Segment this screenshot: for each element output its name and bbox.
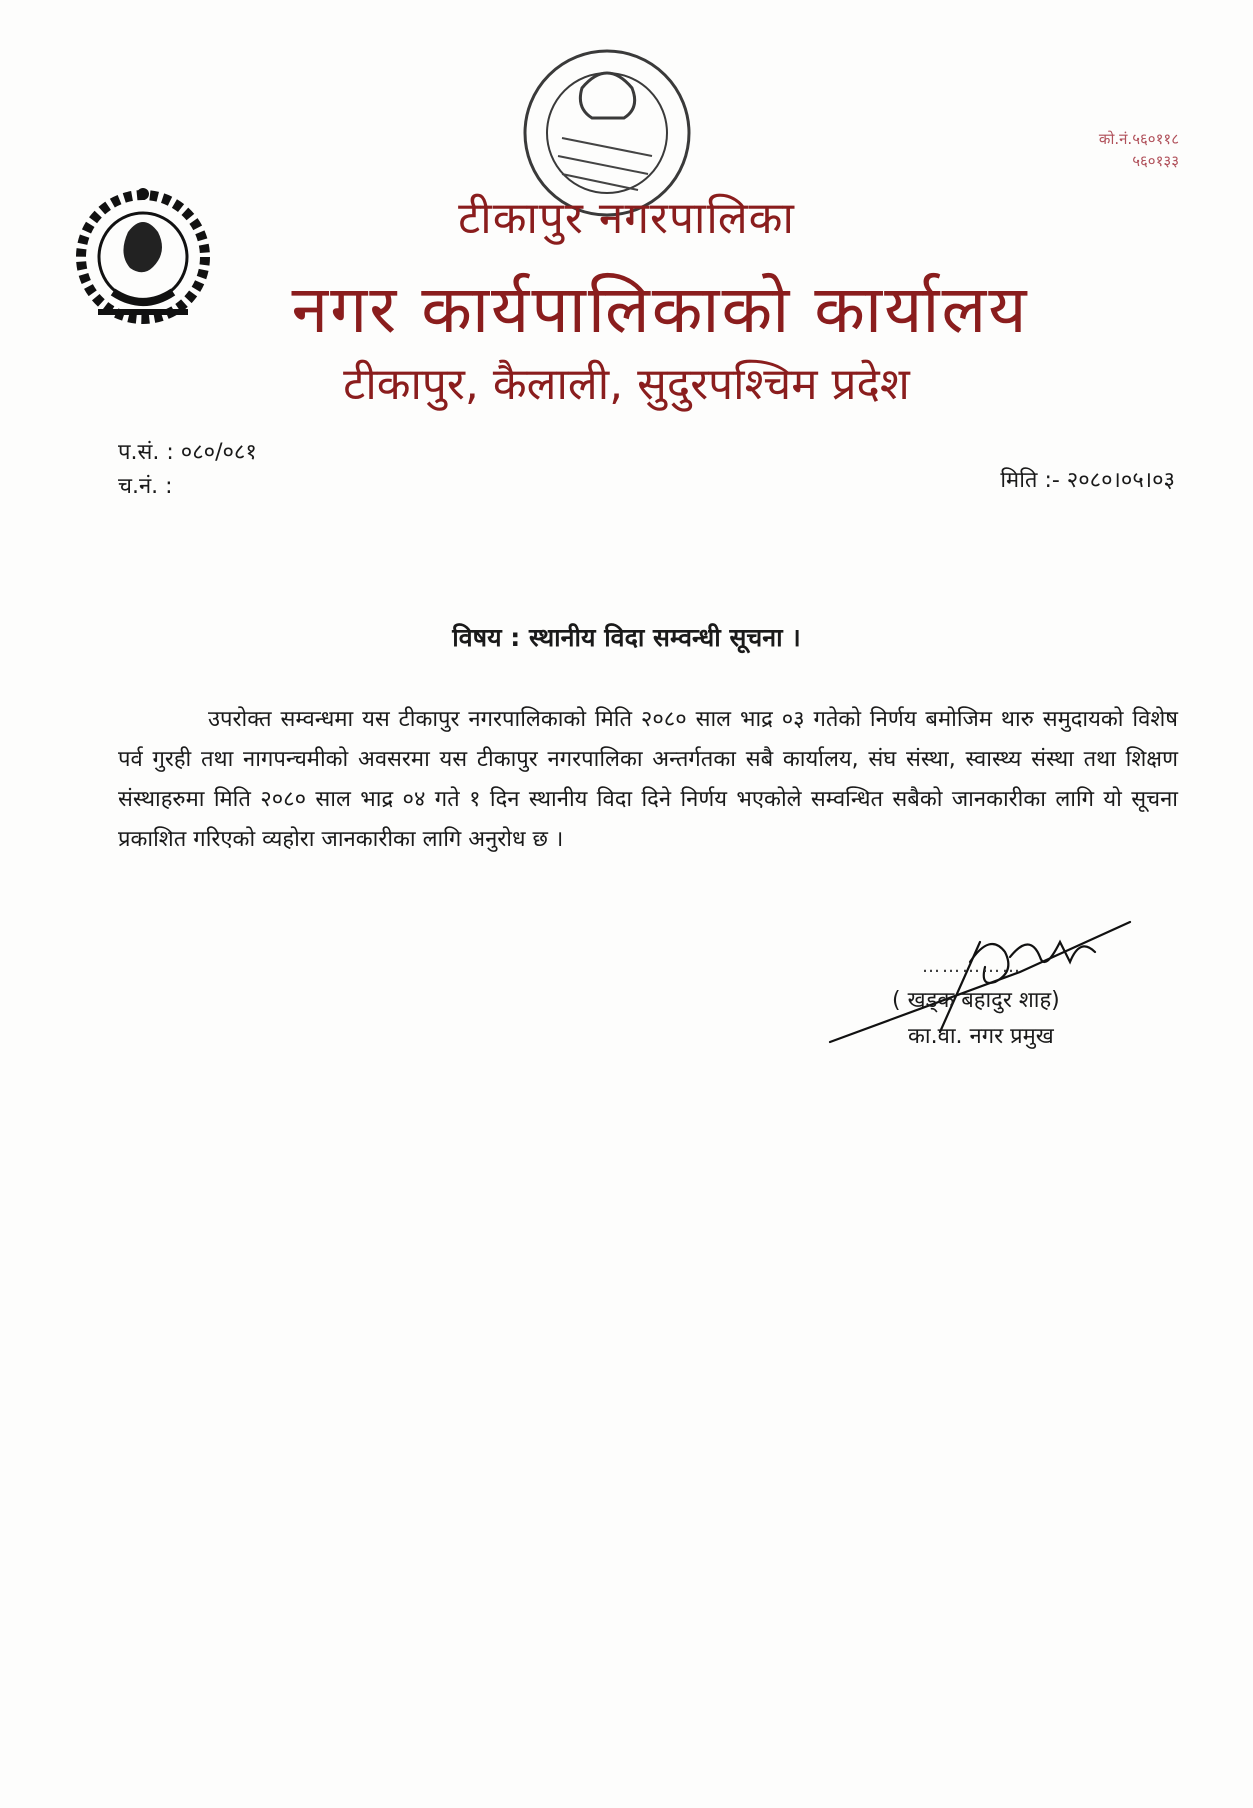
signer-title: का.वा. नगर प्रमुख [908,1024,1054,1049]
subject-line: विषय : स्थानीय विदा सम्वन्धी सूचना । [452,623,801,652]
dispatch-number: च.नं. : [118,474,173,499]
signature-dots: …………… [922,956,1022,977]
office-address: टीकापुर, कैलाली, सुदुरपश्चिम प्रदेश [343,359,910,410]
notice-body: उपरोक्त सम्वन्धमा यस टीकापुर नगरपालिकाको मिति २०८० साल भाद्र ०३ गतेको निर्णय बमोजिम थारु समुदायको विशेष पर्व गुरही तथा नागपन्चमीको अवसरमा यस टीकापुर नगरपालिका अन्तर्गतका सबै कार्यालय, संघ संस्था, स्वास्थ्य संस्था तथा शिक्षण संस्थाहरुमा मिति २०८० साल भाद्र ०४ गते १ दिन स्थानीय विदा दिने निर्णय भएकोले सम्वन्धित सबैको जानकारीका लागि यो सूचना प्रकाशित गरिएको व्यहोरा जानकारीका लागि अनुरोध छ । [118,707,1178,852]
signature-block [820,912,1150,1062]
letter-number: प.सं. : ०८०/०८१ [118,440,257,465]
reference-block [118,436,257,504]
office-name: नगर कार्यपालिकाको कार्यालय [291,271,1029,348]
municipality-name: टीकापुर नगरपालिका [458,193,795,244]
signer-name: ( खड्क बहादुर शाह) [892,988,1060,1013]
letter-date: मिति :- २०८०।०५।०३ [1000,468,1175,493]
registration-stamp-number: को.नं.५६०११८ ५६०१३३ [1098,130,1179,170]
